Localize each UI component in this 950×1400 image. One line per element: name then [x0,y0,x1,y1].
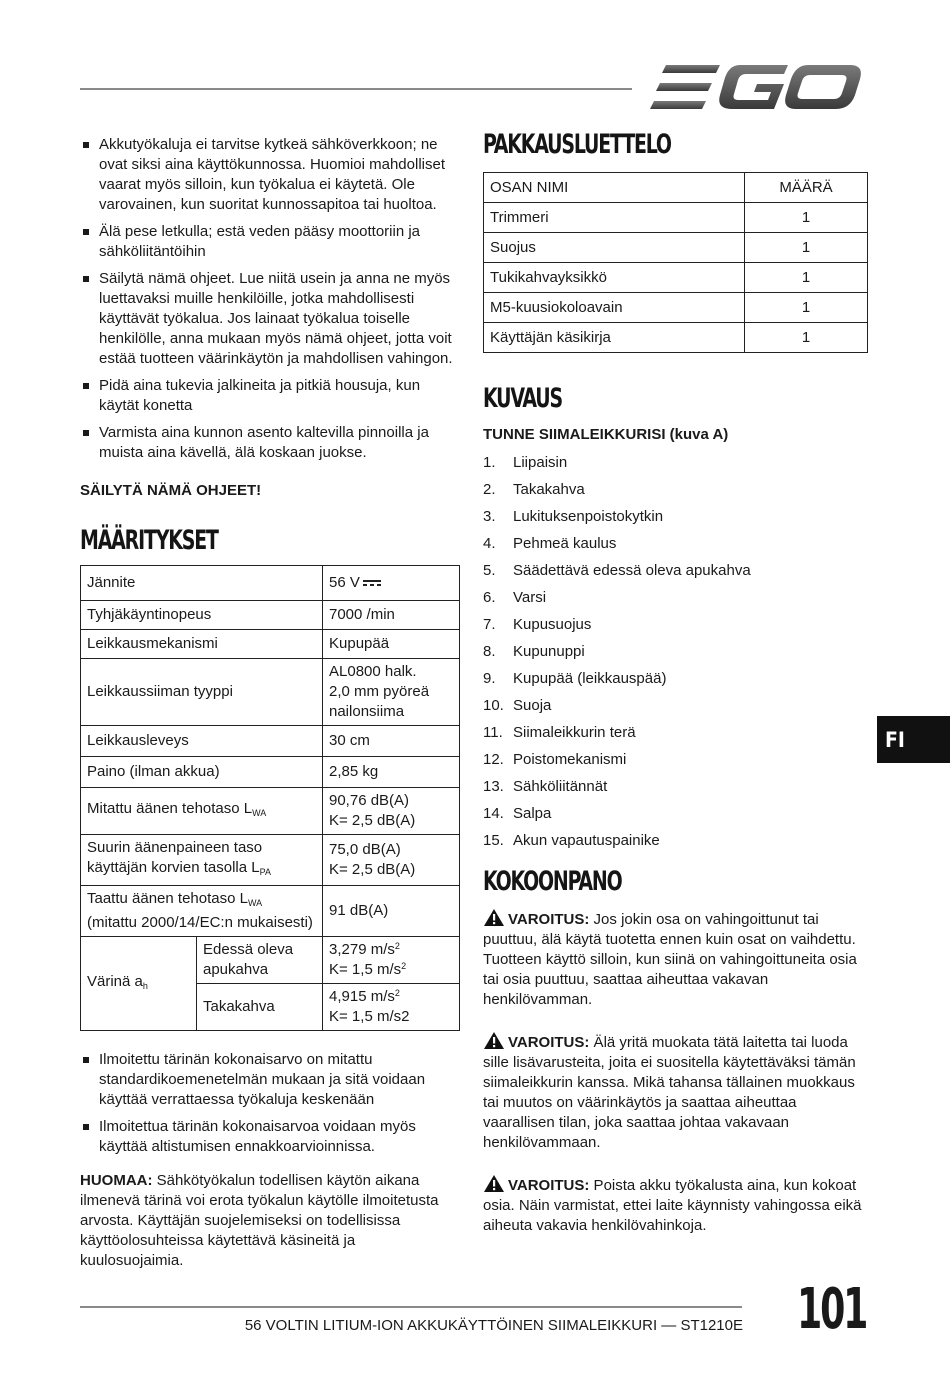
list-item: 2. Takakahva [483,480,585,498]
spec-value: 4,915 $m/s^2$ K= 1,5 m/s2 [323,984,460,1031]
table-header-row [484,173,868,203]
spec-value: 56 V [323,566,460,601]
warning-triangle-icon [483,1031,505,1050]
assembly-heading: KOKOONPANO [483,866,622,897]
list-item: Säilytä nämä ohjeet. Lue niitä usein ja anna ne myös luettavaksi muille henkilöille, jotka mahdollisesti käyttävät työkalua. Jos lainaat työkalua toiselle henkilölle, anna mukaan myös nämä ohjeet, jotta voit estää tuotteen väärinkäytön ja mahdollisen vahingon. [80,269,460,369]
warning-triangle-icon [483,1174,505,1193]
description-subheading: TUNNE SIIMALEIKKURISI (kuva A) [483,426,729,443]
description-heading: KUVAUS [483,383,562,414]
spec-label: Mitattu äänen tehotaso $L_{WA}$ [81,788,323,835]
save-instructions-note: SÄILYTÄ NÄMÄ OHJEET! [80,482,262,499]
warning-triangle-icon [483,908,505,927]
warning-block: VAROITUS: Jos jokin osa on vahingoittunut tai puuttuu, älä käytä tuotetta ennen kuin osat on vaihdettu. Tuotteen käyttö silloin, kun siinä on vahingoittuneita osia tai osia puuttuu, saattaa aiheuttaa vakavan henkilövamman. [483,908,868,1010]
list-item: 12. Poistomekanismi [483,750,627,768]
ego-logo [650,62,862,114]
spec-label: Taattu äänen tehotaso $L_{WA}$ (mitattu 2000/14/EC:n mukaisesti) [81,886,323,937]
dc-symbol-icon [363,579,381,587]
list-item: 14. Salpa [483,804,552,822]
table-row [81,788,460,835]
page-number: 101 [797,1277,867,1342]
list-item: 10. Suoja [483,696,552,714]
footer-rule [80,1306,742,1308]
header-rule [80,88,632,90]
column-header: MÄÄRÄ [745,173,868,203]
spec-value: AL0800 halk. 2,0 mm pyöreä nailonsiima [323,659,460,726]
spec-value: 2,85 kg [323,757,460,788]
spec-value: 75,0 dB(A) K= 2,5 dB(A) [323,835,460,886]
spec-value: 91 dB(A) [323,886,460,937]
table-row [81,726,460,757]
spec-value: 7000 /min [323,601,460,630]
table-row [81,757,460,788]
list-item: 11. Siimaleikkurin terä [483,723,636,741]
safety-bullet-list [80,135,460,463]
spec-sublabel: Edessä oleva apukahva [197,937,323,984]
warning-block: VAROITUS: Älä yritä muokata tätä laitetta tai luoda sille lisävarusteita, joita ei suositella käytettäväksi tämän siimaleikkurin kanssa. Mikä tahansa tällainen muokkaus tai muutos on väärinkäytös ja saattaa aiheuttaa vaarallisen tilan, joka saattaa johtaa vakavaan henkilövammaan. [483,1031,868,1153]
list-item: 5. Säädettävä edessä oleva apukahva [483,561,751,579]
list-item: Ilmoitettu tärinän kokonaisarvo on mitattu standardikoemenetelmän mukaan ja sitä voidaan käyttää verrattaessa työkaluja keskenään [80,1050,460,1110]
left-column [80,135,460,1271]
table-row [81,566,460,601]
specs-table [80,565,460,1031]
spec-label: Leikkausmekanismi [81,630,323,659]
list-item: 15. Akun vapautuspainike [483,831,660,849]
spec-value: 90,76 dB(A) K= 2,5 dB(A) [323,788,460,835]
list-item: Pidä aina tukevia jalkineita ja pitkiä housuja, kun käytät konetta [80,376,460,416]
list-item: 4. Pehmeä kaulus [483,534,617,552]
table-row [81,886,460,937]
spec-label: Suurin äänenpaineen taso käyttäjän korvien tasolla $L_{PA}$ [81,835,323,886]
packing-list-heading: PAKKAUSLUETTELO [483,129,671,160]
language-tab: FI [877,716,950,763]
list-item: 1. Liipaisin [483,453,568,471]
spec-sublabel: Takakahva [197,984,323,1031]
table-row: Käyttäjän käsikirja 1 [484,323,868,353]
list-item: 7. Kupusuojus [483,615,592,633]
spec-label: Leikkausleveys [81,726,323,757]
table-row: M5-kuusiokoloavain 1 [484,293,868,323]
table-row: Tukikahvayksikkö 1 [484,263,868,293]
spec-label: Jännite [81,566,323,601]
spec-value: 30 cm [323,726,460,757]
table-row [81,835,460,886]
list-item: Älä pese letkulla; estä veden pääsy moottoriin ja sähköliitäntöihin [80,222,460,262]
packing-list-table [483,172,868,353]
list-item: 13. Sähköliitännät [483,777,608,795]
table-row [81,937,460,984]
specs-heading: MÄÄRITYKSET [80,525,218,556]
list-item: 8. Kupunuppi [483,642,585,660]
spec-label: Värinä $a_h$ [81,937,197,1031]
spec-value: 3,279 $m/s^2$ K= 1,5 $m/s^2$ [323,937,460,984]
parts-list [483,449,868,854]
list-item: Varmista aina kunnon asento kaltevilla pinnoilla ja muista aina kävellä, älä koskaan juokse. [80,423,460,463]
spec-label: Tyhjäkäyntinopeus [81,601,323,630]
list-item: Ilmoitettua tärinän kokonaisarvoa voidaan myös käyttää altistumisen ennakkoarvioinnissa. [80,1117,460,1157]
footer-title: 56 VOLTIN LITIUM-ION AKKUKÄYTTÖINEN SIIMALEIKKURI — ST1210E [244,1317,743,1334]
table-row: Suojus 1 [484,233,868,263]
table-row [81,659,460,726]
vibration-note: HUOMAA: Sähkötyökalun todellisen käytön aikana ilmenevä tärinä voi erota työkalun käytölle ilmoitetusta arvosta. Käyttäjän suojelemiseksi on todellisissa käyttöolosuhteissa käytettävä käsineitä ja kuulosuojaimia. [80,1172,439,1269]
column-header: OSAN NIMI [484,173,745,203]
table-row: Trimmeri 1 [484,203,868,233]
spec-label: Paino (ilman akkua) [81,757,323,788]
table-row [81,601,460,630]
list-item: Akkutyökaluja ei tarvitse kytkeä sähköverkkoon; ne ovat siksi aina käyttökunnossa. Huomioi mahdolliset vaarat myös silloin, kun työkalua ei käytetä. Ole varovainen, kun suoritat kunnossapitoa tai huoltoa. [80,135,460,215]
warning-block: VAROITUS: Poista akku työkalusta aina, kun kokoat osia. Näin varmistat, ettei laite käynnisty vahingossa eikä aiheuta vakavia henkilövahinkoja. [483,1174,868,1236]
list-item: 9. Kupupää (leikkauspää) [483,669,667,687]
spec-value: Kupupää [323,630,460,659]
list-item: 3. Lukituksenpoistokytkin [483,507,664,525]
right-column [483,129,868,1257]
vibration-bullet-list [80,1050,460,1157]
spec-label: Leikkaussiiman tyyppi [81,659,323,726]
list-item: 6. Varsi [483,588,547,606]
table-row [81,630,460,659]
